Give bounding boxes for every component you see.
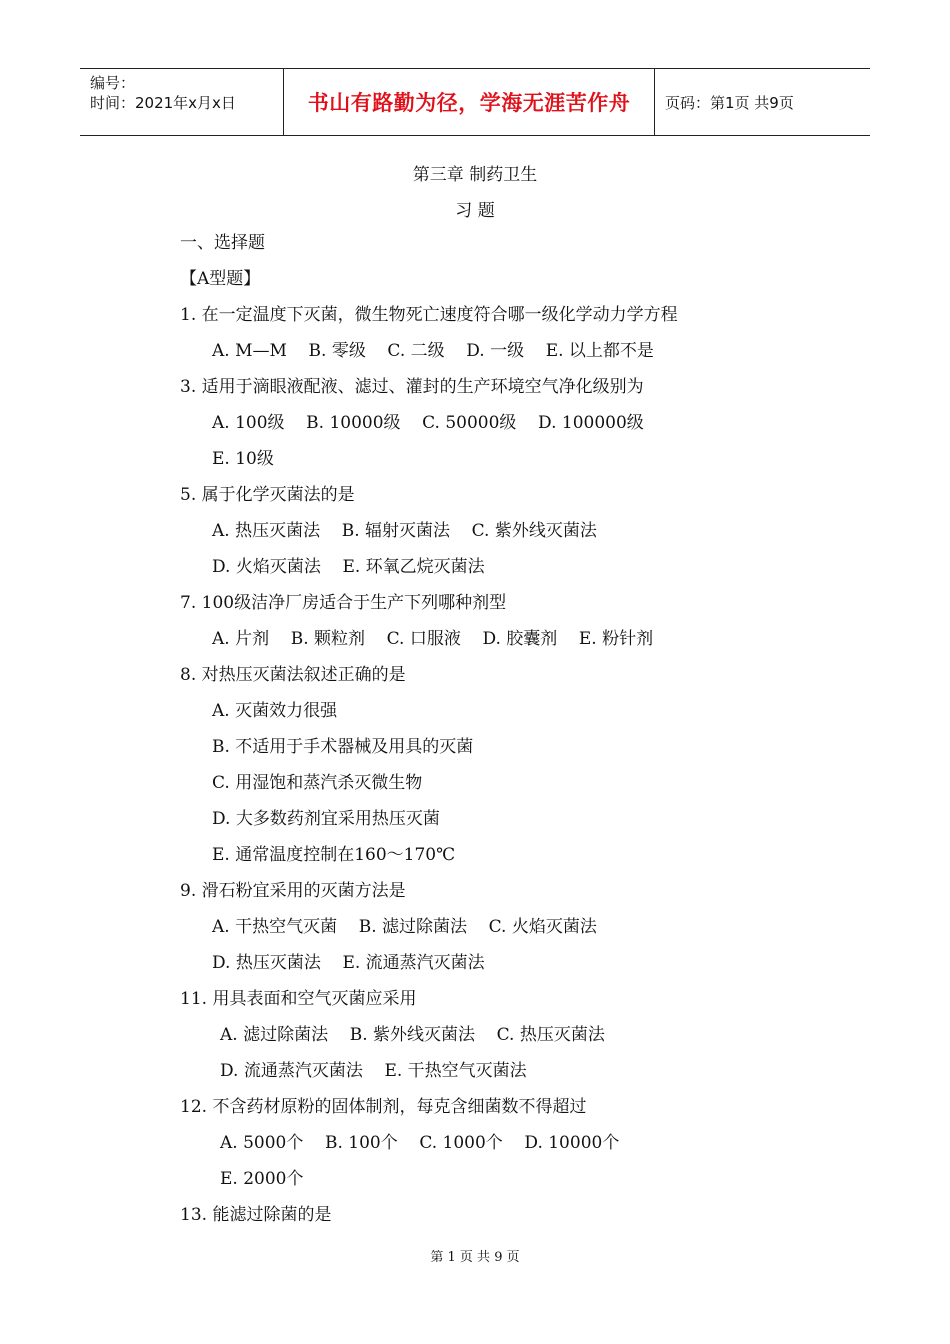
question-stem: 1. 在一定温度下灭菌，微生物死亡速度符合哪一级化学动力学方程 — [180, 305, 678, 325]
question-stem: 12. 不含药材原粉的固体制剂，每克含细菌数不得超过 — [180, 1097, 587, 1117]
time-label: 时间：2021年x月x日 — [90, 94, 236, 112]
chapter-title: 第三章 制药卫生 — [412, 165, 538, 185]
question-stem: 3. 适用于滴眼液配液、滤过、灌封的生产环境空气净化级别为 — [180, 377, 644, 397]
header-motto: 书山有路勤为径，学海无涯苦作舟 — [283, 69, 655, 135]
question-stem: 13. 能滤过除菌的是 — [180, 1205, 332, 1225]
header-table — [80, 68, 870, 136]
question-options: E. 10级 — [212, 449, 274, 469]
page-footer: 第 1 页 共 9 页 — [430, 1250, 520, 1265]
question-options: A. 5000个 B. 100个 C. 1000个 D. 10000个 — [220, 1133, 620, 1153]
code-label: 编号： — [90, 74, 136, 92]
question-stem: 9. 滑石粉宜采用的灭菌方法是 — [180, 881, 406, 901]
question-options: A. 片剂 B. 颗粒剂 C. 口服液 D. 胶囊剂 E. 粉针剂 — [212, 629, 654, 649]
question-options: D. 热压灭菌法 E. 流通蒸汽灭菌法 — [212, 953, 485, 973]
question-options: A. 干热空气灭菌 B. 滤过除菌法 C. 火焰灭菌法 — [212, 917, 597, 937]
question-option: D. 大多数药剂宜采用热压灭菌 — [212, 809, 440, 829]
question-option: E. 通常温度控制在160～170℃ — [212, 845, 456, 865]
header-meta — [80, 69, 283, 135]
section-heading: 一、选择题 — [180, 233, 265, 253]
header-page-info: 页码：第1页 共9页 — [665, 93, 794, 112]
question-stem: 5. 属于化学灭菌法的是 — [180, 485, 355, 505]
question-option: C. 用湿饱和蒸汽杀灭微生物 — [212, 773, 423, 793]
question-type-label: 【A型题】 — [180, 269, 261, 289]
question-option: B. 不适用于手术器械及用具的灭菌 — [212, 737, 474, 757]
section-subtitle: 习 题 — [455, 201, 495, 221]
question-options: A. 滤过除菌法 B. 紫外线灭菌法 C. 热压灭菌法 — [220, 1025, 605, 1045]
question-option: A. 灭菌效力很强 — [212, 701, 338, 721]
question-stem: 7. 100级洁净厂房适合于生产下列哪种剂型 — [180, 593, 507, 613]
question-stem: 8. 对热压灭菌法叙述正确的是 — [180, 665, 406, 685]
question-options: D. 火焰灭菌法 E. 环氧乙烷灭菌法 — [212, 557, 485, 577]
question-options: A. M—M B. 零级 C. 二级 D. 一级 E. 以上都不是 — [212, 341, 654, 361]
question-options: A. 热压灭菌法 B. 辐射灭菌法 C. 紫外线灭菌法 — [212, 521, 597, 541]
question-stem: 11. 用具表面和空气灭菌应采用 — [180, 989, 417, 1009]
question-options: E. 2000个 — [220, 1169, 304, 1189]
question-options: D. 流通蒸汽灭菌法 E. 干热空气灭菌法 — [220, 1061, 527, 1081]
question-options: A. 100级 B. 10000级 C. 50000级 D. 100000级 — [212, 413, 644, 433]
